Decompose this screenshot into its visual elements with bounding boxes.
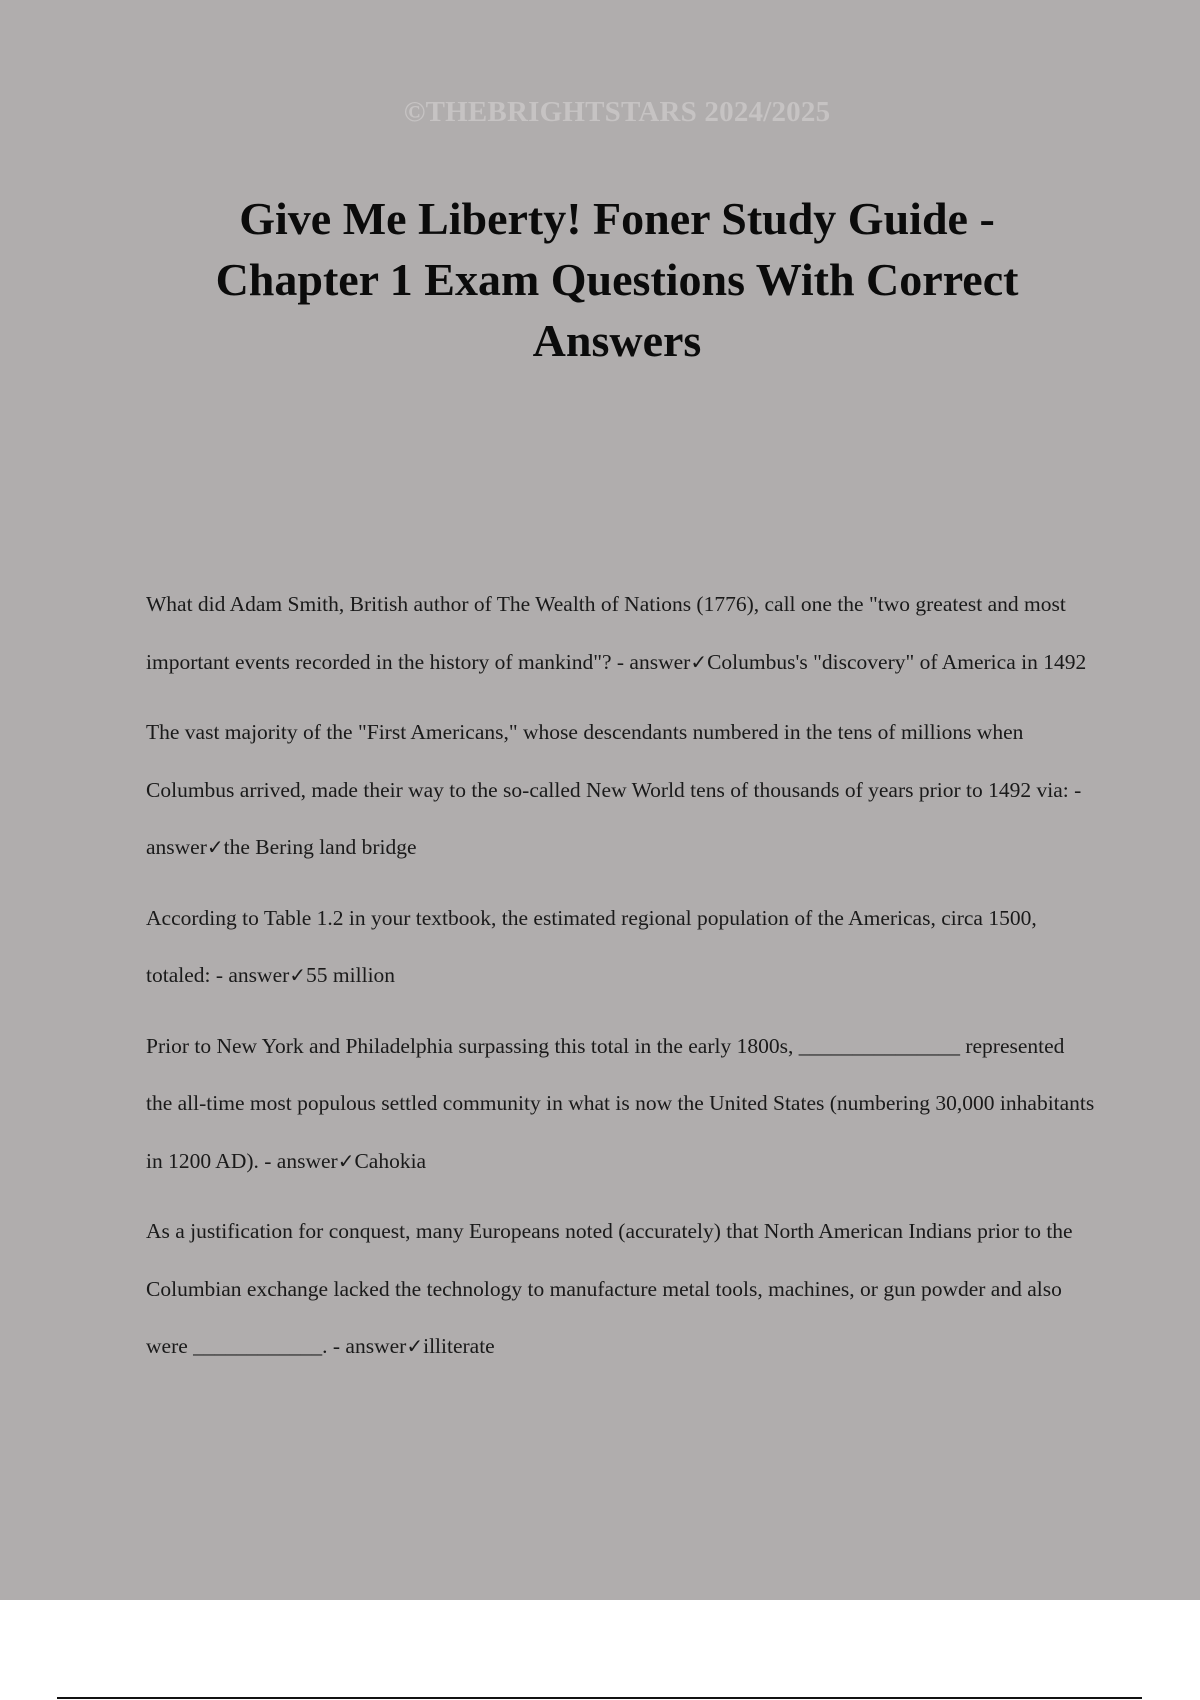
qa-item bbox=[146, 890, 1096, 1005]
check-icon: ✓ bbox=[406, 1334, 424, 1358]
check-icon: ✓ bbox=[690, 649, 708, 674]
question-text: According to Table 1.2 in your textbook, the estimated regional population of the Americas, circa 1500, totaled: - answer bbox=[146, 905, 1037, 987]
question-text: The vast majority of the "First Americans," whose descendants numbered in the tens of millions when Columbus arrived, made their way to the so-called New World tens of thousands of years prior to 1492 via: - answer bbox=[146, 720, 1082, 859]
answer-text: Cahokia bbox=[354, 1148, 427, 1173]
qa-item bbox=[146, 576, 1096, 691]
check-icon: ✓ bbox=[337, 1148, 355, 1173]
answer-text: Columbus's "discovery" of America in 1492 bbox=[707, 649, 1087, 674]
check-icon: ✓ bbox=[206, 835, 224, 859]
qa-item bbox=[146, 1018, 1096, 1191]
question-text: What did Adam Smith, British author of The Wealth of Nations (1776), call one the "two greatest and most important events recorded in the history of mankind"? - answer bbox=[146, 592, 1066, 674]
question-text: As a justification for conquest, many Europeans noted (accurately) that North American Indians prior to the Columbian exchange lacked the technology to manufacture metal tools, machines, or gun powder and also were ____________. - answer bbox=[146, 1219, 1073, 1358]
answer-text: 55 million bbox=[306, 963, 396, 987]
answer-text: the Bering land bridge bbox=[223, 835, 417, 859]
qa-list bbox=[146, 576, 1096, 1389]
qa-item bbox=[146, 1203, 1096, 1376]
question-text: Prior to New York and Philadelphia surpassing this total in the early 1800s, _______________ represented the all-time most populous settled community in what is now the United States (numbering 30,000 inhabitants in 1200 AD). - answer bbox=[146, 1033, 1095, 1173]
page-title: Give Me Liberty! Foner Study Guide - Chapter 1 Exam Questions With Correct Answers bbox=[215, 193, 1019, 366]
qa-item bbox=[146, 704, 1096, 877]
watermark: ©THEBRIGHTSTARS 2024/2025 bbox=[403, 96, 831, 128]
check-icon: ✓ bbox=[289, 963, 307, 987]
footer-divider bbox=[57, 1697, 1142, 1699]
answer-text: illiterate bbox=[423, 1334, 495, 1358]
